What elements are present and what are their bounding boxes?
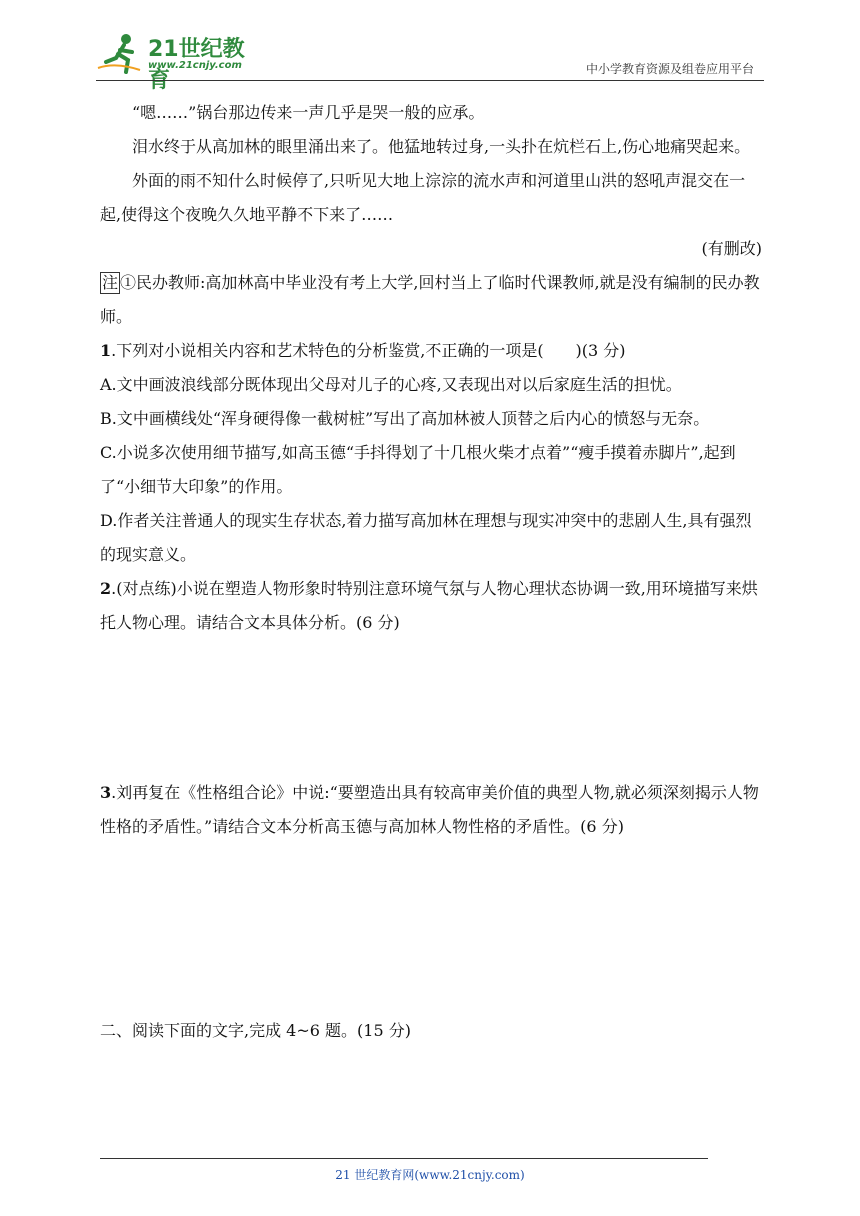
runner-logo-icon — [96, 32, 146, 76]
question-number: 2 — [100, 579, 112, 598]
question-text: .刘再复在《性格组合论》中说:“要塑造出具有较高审美价值的典型人物,就必须深刻揭示人物性格的矛盾性。”请结合文本分析高玉德与高加林人物性格的矛盾性。(6 分) — [100, 783, 759, 836]
document-body — [100, 96, 762, 1048]
passage-paragraph: 外面的雨不知什么时候停了,只听见大地上淙淙的流水声和河道里山洪的怒吼声混交在一起,使得这个夜晚久久地平静不下来了…… — [100, 171, 746, 224]
footer-divider — [100, 1158, 708, 1159]
footnote — [100, 266, 762, 334]
header-divider — [96, 80, 764, 81]
question-text: .(对点练)小说在塑造人物形象时特别注意环境气氛与人物心理状态协调一致,用环境描写来烘托人物心理。请结合文本具体分析。(6 分) — [100, 579, 758, 632]
question-number: 3 — [100, 783, 112, 802]
platform-label: 中小学教育资源及组卷应用平台 — [585, 62, 754, 76]
source-note: (有删改) — [701, 239, 762, 258]
question-text: .下列对小说相关内容和艺术特色的分析鉴赏,不正确的一项是( )(3 分) — [111, 341, 626, 360]
option-a: A.文中画波浪线部分既体现出父母对儿子的心疼,又表现出对以后家庭生活的担忧。 — [100, 375, 682, 394]
option-d: D.作者关注普通人的现实生存状态,着力描写高加林在理想与现实冲突中的悲剧人生,具有强烈的现实意义。 — [100, 511, 752, 564]
option-b: B.文中画横线处“浑身硬得像一截树桩”写出了高加林被人顶替之后内心的愤怒与无奈。 — [100, 409, 710, 428]
passage-paragraph: 泪水终于从高加林的眼里涌出来了。他猛地转过身,一头扑在炕栏石上,伤心地痛哭起来。 — [132, 137, 751, 156]
option-c: C.小说多次使用细节描写,如高玉德“手抖得划了十几根火柴才点着”“瘦手摸着赤脚片”,起到了“小细节大印象”的作用。 — [100, 443, 736, 496]
page-header — [96, 28, 764, 93]
answer-space — [100, 640, 762, 776]
question-3 — [100, 776, 762, 844]
question-2 — [100, 572, 762, 640]
passage-line: “嗯……”锅台那边传来一声几乎是哭一般的应承。 — [132, 103, 485, 122]
footer-link[interactable]: 21 世纪教育网(www.21cnjy.com) — [335, 1168, 525, 1182]
question-1 — [100, 334, 762, 368]
answer-space — [100, 844, 762, 1014]
logo-url: www.21cnjy.com — [148, 60, 242, 71]
note-text: ①民办教师:高加林高中毕业没有考上大学,回村当上了临时代课教师,就是没有编制的民办教师。 — [100, 273, 760, 326]
note-label: 注 — [102, 273, 119, 292]
question-number: 1 — [100, 341, 112, 360]
site-logo[interactable] — [96, 32, 266, 93]
section-heading: 二、阅读下面的文字,完成 4~6 题。(15 分) — [100, 1021, 411, 1040]
logo-text: 21世纪教育 — [148, 37, 245, 93]
